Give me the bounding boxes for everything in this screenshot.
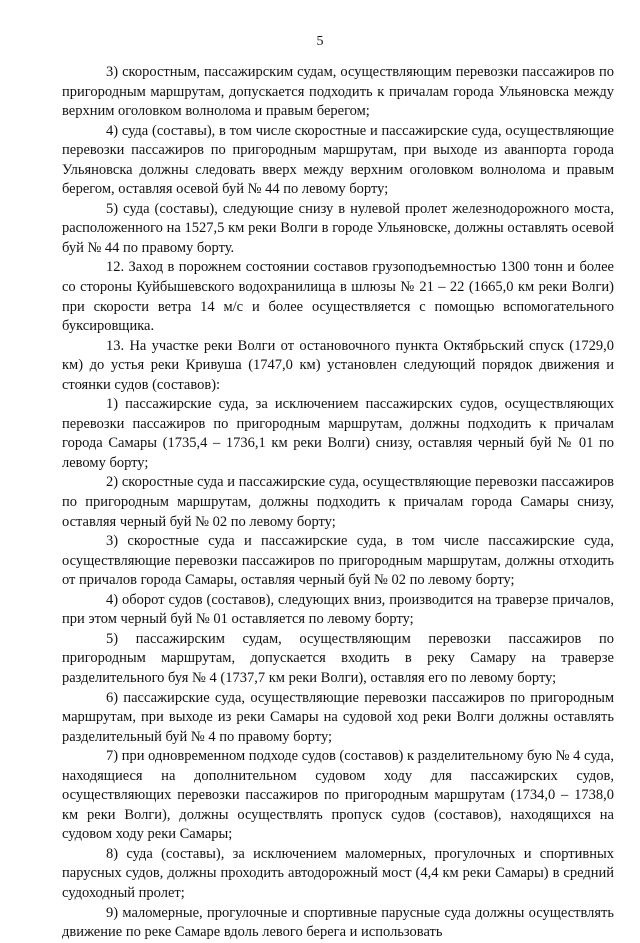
paragraph-section-13: 13. На участке реки Волги от остановочного пункта Октябрьский спуск (1729,0 км) до устья реки Кривуша (1747,0 км) установлен следующий порядок движения и стоянки судов (составов):	[62, 337, 614, 393]
document-body	[62, 63, 614, 943]
page-number: 5	[316, 34, 324, 49]
paragraph-item-2-samara: 2) скоростные суда и пассажирские суда, осуществляющие перевозки пассажиров по пригородным маршрутам, должны подходить к причалам города Самары снизу, оставляя черный буй № 02 по левому борту;	[62, 474, 614, 530]
paragraph-item-3-ulyanovsk: 3) скоростным, пассажирским судам, осуществляющим перевозки пассажиров по пригородным маршрутам, допускается подходить к причалам города Ульяновска между верхним оголовком волнолома и правым берегом;	[62, 64, 614, 120]
paragraph-item-8-samara: 8) суда (составы), за исключением маломерных, прогулочных и спортивных парусных судов, должны проходить автодорожный мост (4,4 км реки Самары) в средний судоходный пролет;	[62, 845, 614, 901]
paragraph-item-5-samara: 5) пассажирским судам, осуществляющим перевозки пассажиров по пригородным маршрутам, допускается входить в реку Самару на траверзе разделительного буя № 4 (1737,7 км реки Волги), оставляя его по левому борту;	[62, 630, 614, 686]
paragraph-item-1-samara: 1) пассажирские суда, за исключением пассажирских судов, осуществляющих перевозки пассажиров по пригородным маршрутам, должны подходить к причалам города Самары (1735,4 – 1736,1 км реки Волги) снизу, оставляя черный буй № 01 по левому борту;	[62, 396, 614, 471]
paragraph-item-6-samara: 6) пассажирские суда, осуществляющие перевозки пассажиров по пригородным маршрутам, при выходе из реки Самары на судовой ход реки Волги должны оставлять разделительный буй № 4 по правому борту;	[62, 689, 614, 745]
paragraph-item-4-ulyanovsk: 4) суда (составы), в том числе скоростные и пассажирские суда, осуществляющие перевозки пассажиров по пригородным маршрутам, при выходе из аванпорта города Ульяновска должны следовать вверх между верхним оголовком волнолома и правым берегом, оставляя осевой буй № 44 по левому борту;	[62, 122, 614, 198]
paragraph-item-9-samara: 9) маломерные, прогулочные и спортивные парусные суда должны осуществлять движение по реке Самаре вдоль левого берега и использовать	[62, 904, 614, 941]
paragraph-section-12: 12. Заход в порожнем состоянии составов грузоподъемностью 1300 тонн и более со стороны Куйбышевского водохранилища в шлюзы № 21 – 22 (1665,0 км реки Волги) при скорости ветра 14 м/с и более осуществляется с помощью вспомогательного буксировщика.	[62, 259, 614, 335]
paragraph-item-4-samara: 4) оборот судов (составов), следующих вниз, производится на траверзе причалов, при этом черный буй № 01 оставляется по левому борту;	[62, 591, 614, 628]
paragraph-item-3-samara: 3) скоростные суда и пассажирские суда, в том числе пассажирские суда, осуществляющие перевозки пассажиров по пригородным маршрутам, должны отходить от причалов города Самары, оставляя черный буй № 02 по левому борту;	[62, 533, 614, 589]
paragraph-item-7-samara: 7) при одновременном подходе судов (составов) к разделительному бую № 4 суда, находящиеся на дополнительном судовом ходу для пассажирских судов, осуществляющих перевозки пассажиров по пригородным маршрутам (1734,0 – 1738,0 км реки Волги), должны осуществлять пропуск судов (составов), находящихся на судовом ходу реки Самары;	[62, 748, 614, 843]
paragraph-item-5-ulyanovsk: 5) суда (составы), следующие снизу в нулевой пролет железнодорожного моста, расположенного на 1527,5 км реки Волги в городе Ульяновске, должны оставлять осевой буй № 44 по правому борту.	[62, 200, 614, 256]
